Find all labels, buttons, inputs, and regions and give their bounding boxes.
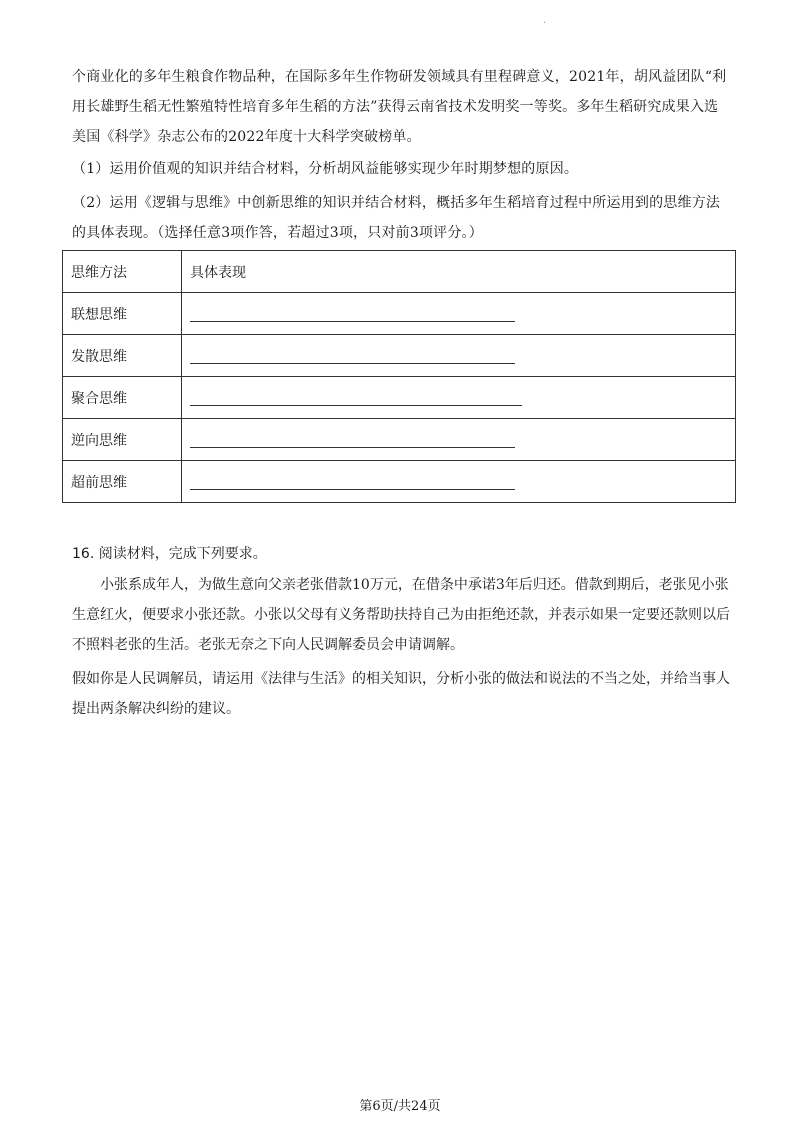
answer-blank-line xyxy=(190,489,515,490)
question-1: （1）运用价值观的知识并结合材料，分析胡风益能够实现少年时期梦想的原因。 xyxy=(72,161,579,177)
question-16-task: 假如你是人民调解员，请运用《法律与生活》的相关知识，分析小张的做法和说法的不当之处，并给当事人提出两条解决纠纷的建议。 xyxy=(72,671,730,717)
table-row xyxy=(63,293,736,335)
answer-blank-line xyxy=(190,405,522,406)
answer-cell[interactable] xyxy=(182,335,736,377)
thinking-methods-table xyxy=(62,250,736,503)
scan-mark: · xyxy=(543,18,547,29)
table-row xyxy=(63,461,736,503)
table-header-row xyxy=(63,251,736,293)
header-detail: 具体表现 xyxy=(182,251,736,293)
answer-cell[interactable] xyxy=(182,377,736,419)
question-2: （2）运用《逻辑与思维》中创新思维的知识并结合材料，概括多年生稻培育过程中所运用到的思维方法的具体表现。（选择任意3项作答，若超过3项，只对前3项评分。） xyxy=(72,195,721,241)
answer-blank-line xyxy=(190,363,515,364)
method-cell: 逆向思维 xyxy=(63,419,182,461)
answer-blank-line xyxy=(190,447,515,448)
table-row xyxy=(63,377,736,419)
answer-cell[interactable] xyxy=(182,419,736,461)
method-cell: 超前思维 xyxy=(63,461,182,503)
question-16-title: 16. 阅读材料，完成下列要求。 xyxy=(72,546,267,562)
header-method: 思维方法 xyxy=(63,251,182,293)
answer-blank-line xyxy=(190,321,515,322)
answer-cell[interactable] xyxy=(182,293,736,335)
page-footer: 第6页/共24页 xyxy=(359,1099,441,1114)
table-row xyxy=(63,419,736,461)
method-cell: 聚合思维 xyxy=(63,377,182,419)
question-16-material: 小张系成年人，为做生意向父亲老张借款10万元，在借条中承诺3年后归还。借款到期后，老张见小张生意红火，便要求小张还款。小张以父母有义务帮助扶持自己为由拒绝还款，并表示如果一定要还款则以后不照料老张的生活。老张无奈之下向人民调解委员会申请调解。 xyxy=(72,577,730,653)
intro-paragraph: 个商业化的多年生粮食作物品种，在国际多年生作物研发领域具有里程碑意义，2021年，胡风益团队“利用长雄野生稻无性繁殖特性培育多年生稻的方法”获得云南省技术发明奖一等奖。多年生稻研究成果入选美国《科学》杂志公布的2022年度十大科学突破榜单。 xyxy=(72,69,727,145)
answer-cell[interactable] xyxy=(182,461,736,503)
table-row xyxy=(63,335,736,377)
method-cell: 发散思维 xyxy=(63,335,182,377)
method-cell: 联想思维 xyxy=(63,293,182,335)
